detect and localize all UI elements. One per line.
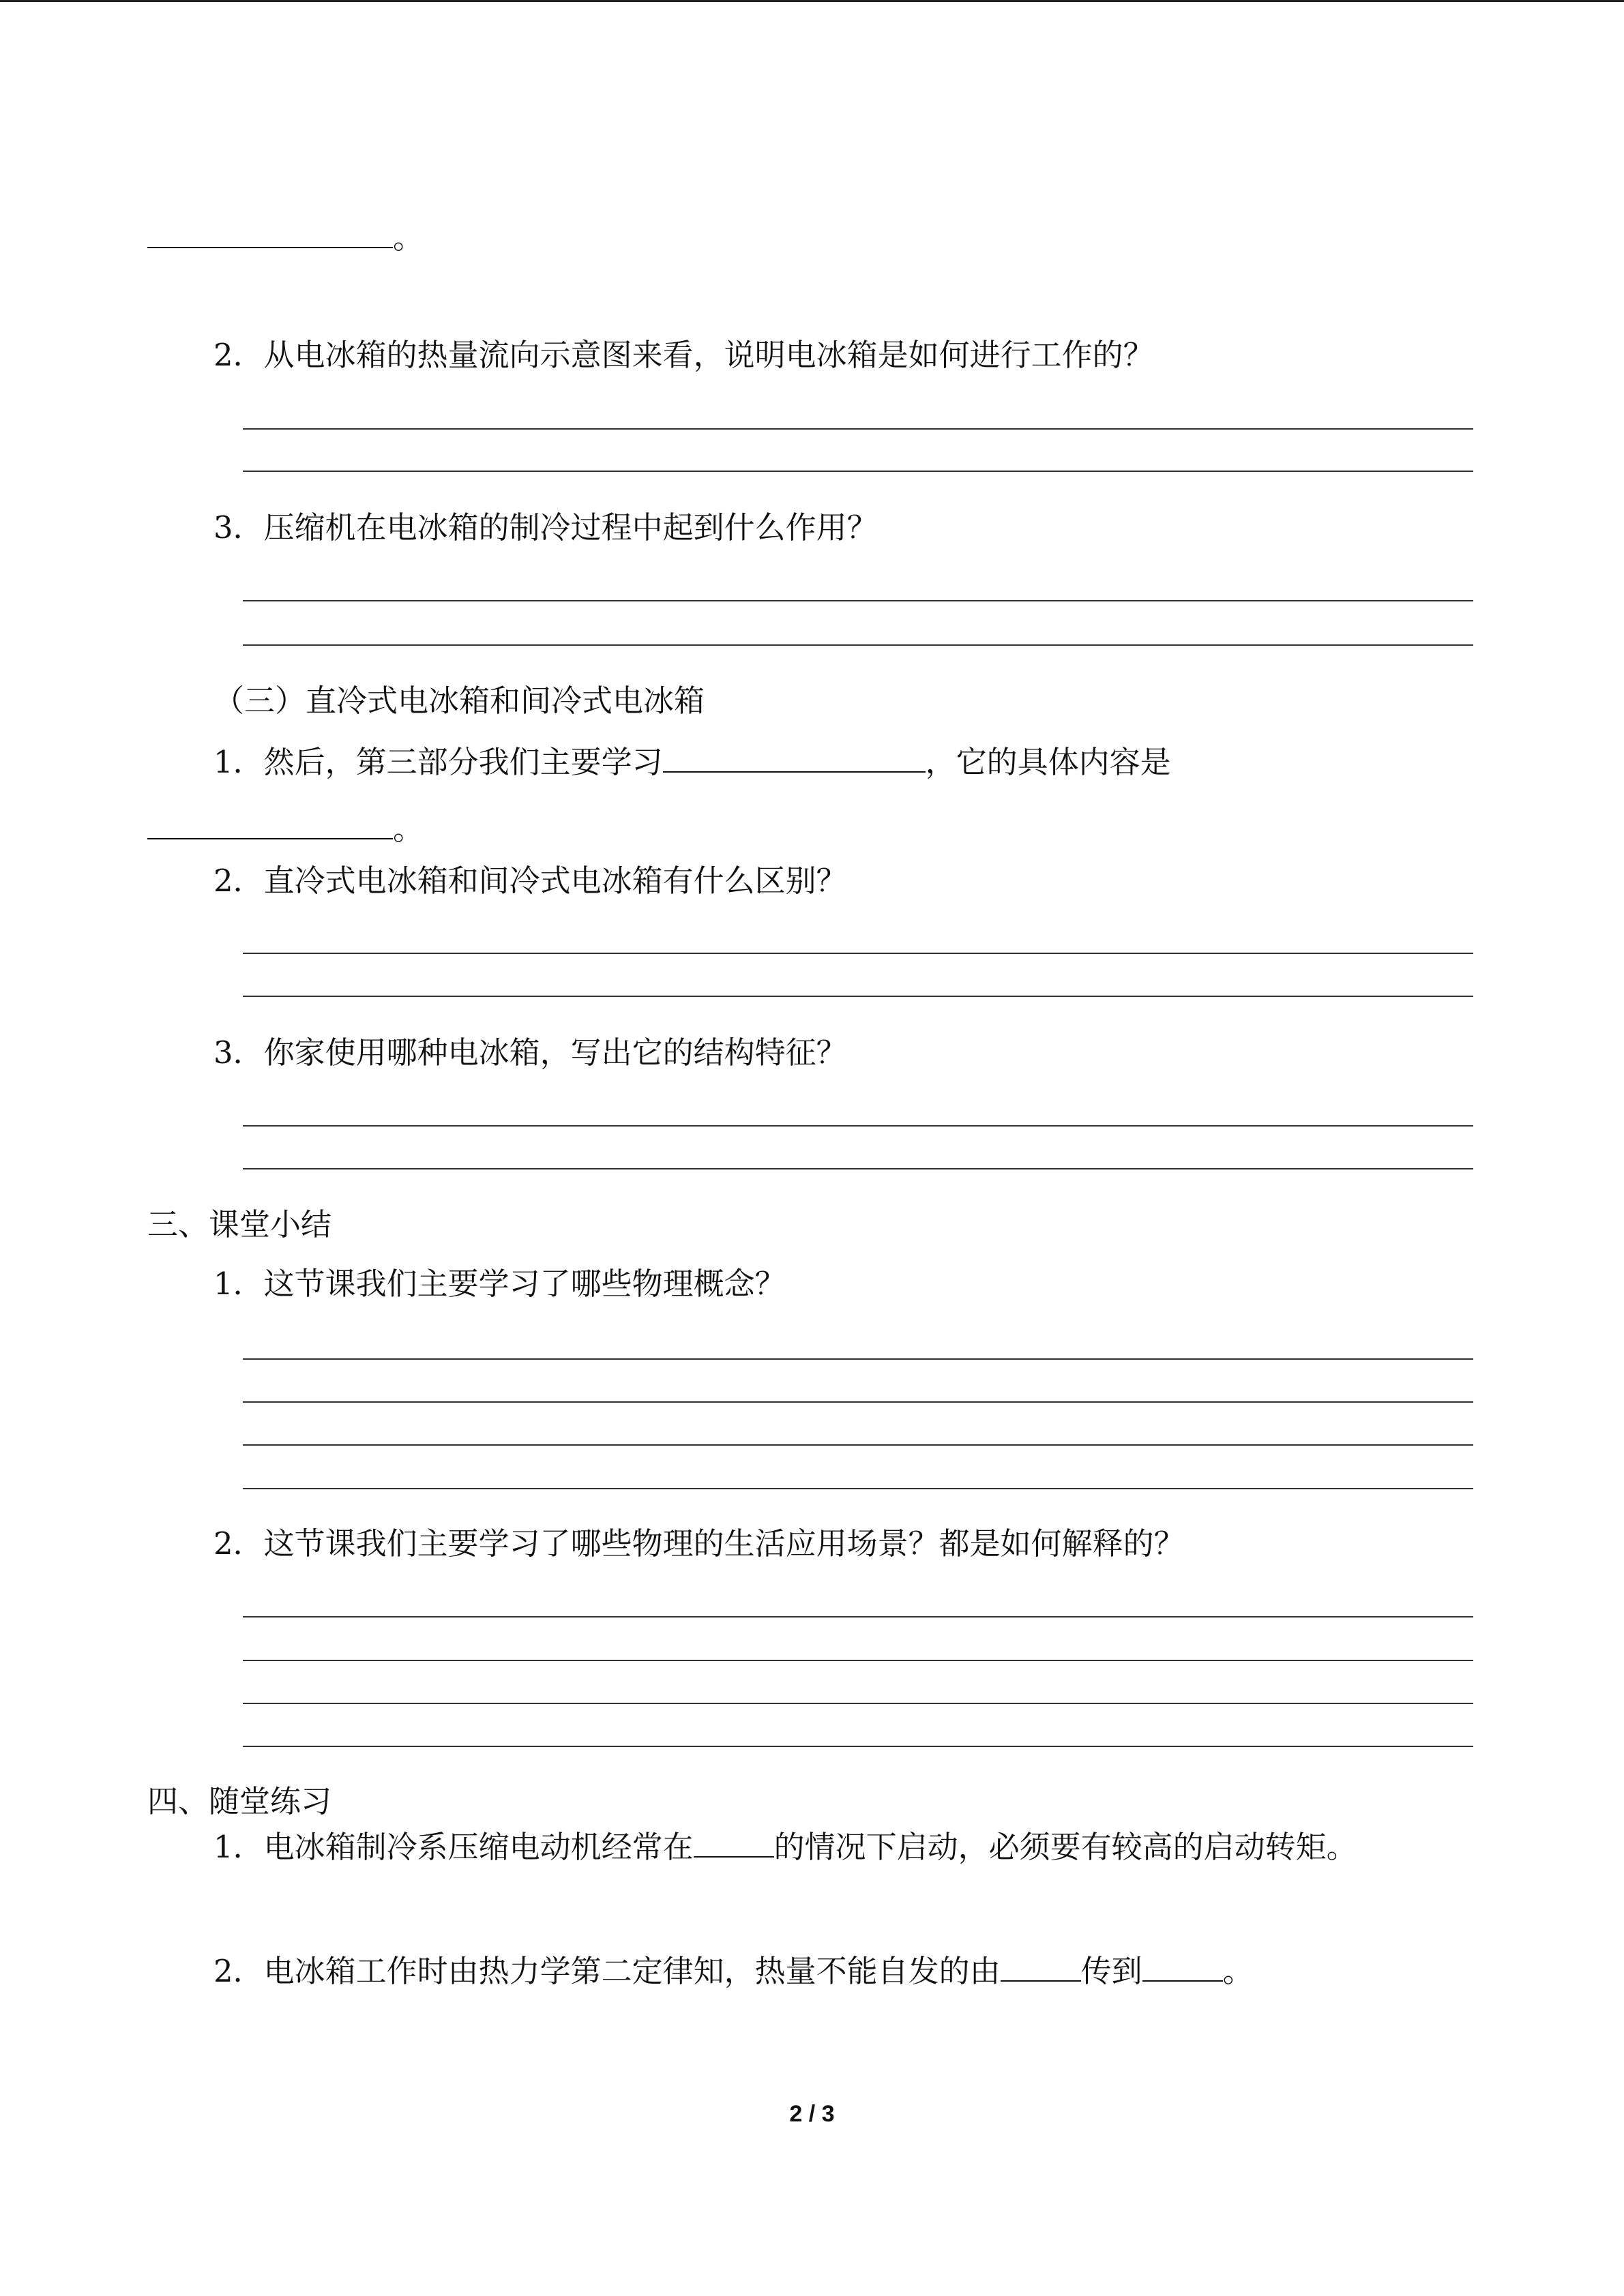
answer-line[interactable]: [243, 1358, 1473, 1360]
question-number: 2．: [213, 337, 264, 373]
answer-line[interactable]: [243, 471, 1473, 472]
fill-blank[interactable]: [147, 808, 393, 839]
question-3-1: [213, 741, 1171, 781]
question-2-2: [213, 336, 1154, 374]
answer-line[interactable]: [243, 1616, 1473, 1617]
fill-blank[interactable]: [1001, 1950, 1081, 1982]
answer-line[interactable]: [243, 644, 1473, 646]
section-heading-practice: 四、随堂练习: [147, 1783, 332, 1819]
answer-line[interactable]: [243, 600, 1473, 601]
question-number: 3．: [213, 1034, 264, 1071]
question-text: 这节课我们主要学习了哪些物理的生活应用场景？都是如何解释的？: [263, 1525, 1185, 1562]
question-number: 2．: [213, 1953, 264, 1989]
fill-blank[interactable]: [663, 741, 926, 773]
page-number: 2 / 3: [789, 2101, 835, 2127]
question-text: 压缩机在电冰箱的制冷过程中起到什么作用？: [263, 509, 878, 546]
answer-line[interactable]: [243, 1168, 1473, 1169]
question-3-2: [213, 862, 847, 900]
section-heading-summary: 三、课堂小结: [147, 1206, 332, 1242]
question-number: 1．: [213, 1829, 264, 1865]
question-text: 电冰箱制冷系压缩电动机经常在: [263, 1829, 694, 1865]
question-text: 你家使用哪种电冰箱，写出它的结构特征？: [263, 1034, 847, 1071]
question-text: 从电冰箱的热量流向示意图来看，说明电冰箱是如何进行工作的？: [263, 337, 1154, 373]
question-text: 然后，第三部分我们主要学习: [263, 744, 663, 780]
answer-line[interactable]: [243, 996, 1473, 997]
sentence-end-period: 。: [393, 811, 424, 847]
question-2-3: [213, 509, 878, 547]
answer-line[interactable]: [243, 953, 1473, 954]
answer-line[interactable]: [243, 1401, 1473, 1403]
section-heading-part3: （三）直冷式电冰箱和间冷式电冰箱: [213, 683, 705, 719]
summary-question-2: [213, 1525, 1185, 1563]
question-3-1-continuation: [147, 808, 424, 848]
page-top-border: [0, 0, 1624, 2]
practice-question-1: [213, 1826, 1357, 1866]
question-number: 3．: [213, 509, 264, 546]
question-text-continued: 传到: [1080, 1953, 1142, 1989]
answer-line[interactable]: [243, 1746, 1473, 1747]
question-number: 2．: [213, 863, 264, 899]
practice-question-2: [213, 1950, 1254, 1991]
answer-line[interactable]: [243, 1488, 1473, 1489]
question-number: 1．: [213, 744, 264, 780]
answer-line[interactable]: [243, 428, 1473, 430]
question-text: 电冰箱工作时由热力学第二定律知，热量不能自发的由: [263, 1953, 1001, 1989]
summary-question-1: [213, 1265, 786, 1303]
question-3-3: [213, 1034, 847, 1072]
answer-line[interactable]: [243, 1703, 1473, 1704]
fill-blank[interactable]: [694, 1826, 774, 1858]
sentence-end-period: 。: [393, 220, 424, 256]
question-text-continued: ，它的具体内容是: [925, 744, 1171, 780]
sentence-end-period: 。: [1222, 1953, 1254, 1989]
answer-line[interactable]: [243, 1125, 1473, 1127]
fill-blank[interactable]: [147, 217, 393, 248]
question-number: 1．: [213, 1266, 264, 1302]
answer-line-continuation: [147, 217, 424, 257]
answer-line[interactable]: [243, 1444, 1473, 1446]
question-text: 这节课我们主要学习了哪些物理概念？: [263, 1266, 786, 1302]
question-number: 2．: [213, 1525, 264, 1562]
question-text-continued: 的情况下启动，必须要有较高的启动转矩。: [773, 1829, 1357, 1865]
question-text: 直冷式电冰箱和间冷式电冰箱有什么区别？: [263, 863, 847, 899]
fill-blank[interactable]: [1142, 1950, 1223, 1982]
answer-line[interactable]: [243, 1660, 1473, 1661]
